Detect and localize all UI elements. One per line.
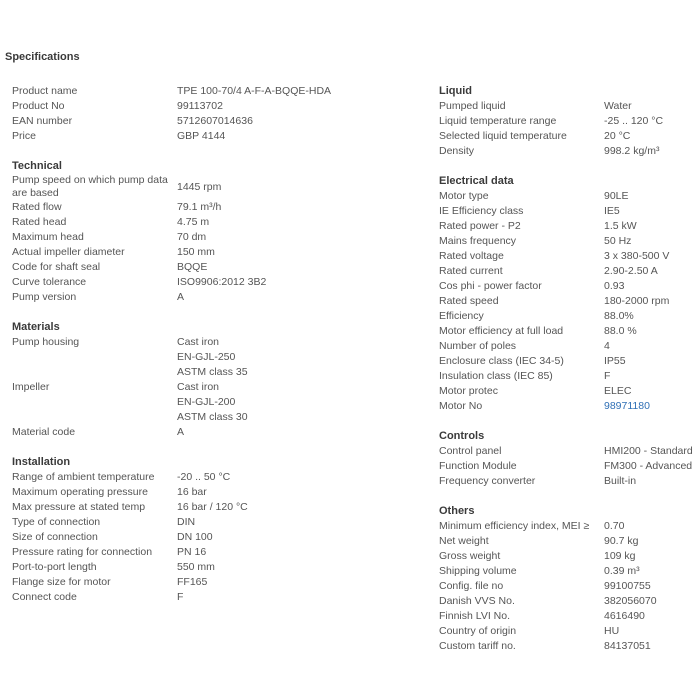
spec-value bbox=[177, 380, 422, 425]
spec-label: Rated current bbox=[439, 265, 503, 277]
section-spacer bbox=[12, 440, 422, 455]
spec-value: FM300 - Advanced bbox=[604, 460, 693, 472]
spec-label: Mains frequency bbox=[439, 235, 517, 247]
spec-row-curve-tolerance bbox=[12, 275, 422, 290]
spec-label: Enclosure class (IEC 34-5) bbox=[439, 355, 564, 367]
spec-value: 90LE bbox=[604, 190, 629, 202]
spec-label: Port-to-port length bbox=[12, 561, 97, 573]
spec-row-pump-speed-on-which-pump-data-are-based bbox=[12, 174, 422, 200]
section-title: Installation bbox=[12, 456, 71, 468]
spec-label: Custom tariff no. bbox=[439, 640, 516, 652]
spec-value: 1445 rpm bbox=[177, 180, 222, 193]
spec-value: 382056070 bbox=[604, 595, 657, 607]
section-spacer bbox=[439, 159, 697, 174]
spec-row-maximum-operating-pressure bbox=[12, 485, 422, 500]
spec-label: Finnish LVI No. bbox=[439, 610, 511, 622]
spec-label: Code for shaft seal bbox=[12, 261, 101, 273]
spec-row-custom-tariff-no bbox=[439, 639, 697, 654]
spec-row-price bbox=[12, 129, 422, 144]
spec-row-port-to-port-length bbox=[12, 560, 422, 575]
motor-no-link[interactable]: 98971180 bbox=[604, 400, 650, 412]
spec-label: Frequency converter bbox=[439, 475, 536, 487]
section-liquid bbox=[439, 84, 697, 159]
section-title: Liquid bbox=[439, 85, 472, 97]
spec-value: 150 mm bbox=[177, 246, 215, 258]
spec-label: Product No bbox=[12, 100, 65, 112]
specs-right-column bbox=[439, 84, 697, 654]
section-title: Materials bbox=[12, 321, 60, 333]
spec-label: Motor No bbox=[439, 400, 483, 412]
spec-label: Size of connection bbox=[12, 531, 98, 543]
spec-value: Water bbox=[604, 100, 632, 112]
spec-value: Built-in bbox=[604, 475, 637, 487]
spec-label: IE Efficiency class bbox=[439, 205, 524, 217]
spec-value: GBP 4144 bbox=[177, 130, 226, 142]
spec-row-net-weight bbox=[439, 534, 697, 549]
spec-label: Number of poles bbox=[439, 340, 517, 352]
spec-row-shipping-volume bbox=[439, 564, 697, 579]
spec-label: Rated power - P2 bbox=[439, 220, 521, 232]
spec-label: Shipping volume bbox=[439, 565, 517, 577]
spec-value: 50 Hz bbox=[604, 235, 632, 247]
spec-row-pump-housing bbox=[12, 335, 422, 380]
spec-value-line: ASTM class 35 bbox=[177, 366, 248, 378]
spec-value: IE5 bbox=[604, 205, 620, 217]
spec-value: TPE 100-70/4 A-F-A-BQQE-HDA bbox=[177, 85, 332, 97]
spec-label: Rated voltage bbox=[439, 250, 504, 262]
spec-row-rated-head bbox=[12, 215, 422, 230]
spec-row-country-of-origin bbox=[439, 624, 697, 639]
spec-label: Pump housing bbox=[12, 336, 80, 348]
spec-row-efficiency bbox=[439, 309, 697, 324]
spec-row-number-of-poles bbox=[439, 339, 697, 354]
spec-row-rated-speed bbox=[439, 294, 697, 309]
spec-value: ELEC bbox=[604, 385, 632, 397]
spec-row-actual-impeller-diameter bbox=[12, 245, 422, 260]
section-technical bbox=[12, 159, 422, 305]
spec-value: 3 x 380-500 V bbox=[604, 250, 670, 262]
spec-value: 4.75 m bbox=[177, 216, 210, 228]
spec-value: 88.0 % bbox=[604, 325, 637, 337]
spec-value: 998.2 kg/m³ bbox=[604, 145, 660, 157]
spec-label: Price bbox=[12, 130, 36, 142]
spec-row-size-of-connection bbox=[12, 530, 422, 545]
spec-row-type-of-connection bbox=[12, 515, 422, 530]
spec-value: A bbox=[177, 291, 185, 303]
spec-label: Material code bbox=[12, 426, 76, 438]
spec-row-mains-frequency bbox=[439, 234, 697, 249]
spec-row-rated-current bbox=[439, 264, 697, 279]
spec-label: Actual impeller diameter bbox=[12, 246, 125, 258]
spec-row-impeller bbox=[12, 380, 422, 425]
spec-row-density bbox=[439, 144, 697, 159]
spec-value: IP55 bbox=[604, 355, 626, 367]
spec-row-rated-voltage bbox=[439, 249, 697, 264]
spec-value: HMI200 - Standard bbox=[604, 445, 693, 457]
spec-row-motor-protec bbox=[439, 384, 697, 399]
spec-label: Type of connection bbox=[12, 516, 101, 528]
section-electrical-data bbox=[439, 174, 697, 414]
spec-label: Density bbox=[439, 145, 475, 157]
spec-label: Connect code bbox=[12, 591, 77, 603]
spec-label: Cos phi - power factor bbox=[439, 280, 542, 292]
spec-row-pressure-rating-for-connection bbox=[12, 545, 422, 560]
spec-value bbox=[177, 335, 422, 380]
spec-value: -25 .. 120 °C bbox=[604, 115, 664, 127]
section-title: Controls bbox=[439, 430, 485, 442]
spec-value: 84137051 bbox=[604, 640, 651, 652]
spec-row-flange-size-for-motor bbox=[12, 575, 422, 590]
page-title: Specifications bbox=[5, 51, 80, 63]
spec-label: Pressure rating for connection bbox=[12, 546, 153, 558]
spec-value: ISO9906:2012 3B2 bbox=[177, 276, 267, 288]
spec-value-line: EN-GJL-250 bbox=[177, 351, 236, 363]
spec-label: Liquid temperature range bbox=[439, 115, 557, 127]
spec-label: Motor type bbox=[439, 190, 489, 202]
spec-label: Product name bbox=[12, 85, 78, 97]
spec-label: Flange size for motor bbox=[12, 576, 111, 588]
spec-row-product-no bbox=[12, 99, 422, 114]
spec-label: Max pressure at stated temp bbox=[12, 501, 146, 513]
spec-value: 180-2000 rpm bbox=[604, 295, 670, 307]
spec-value: DIN bbox=[177, 516, 196, 528]
spec-row-frequency-converter bbox=[439, 474, 697, 489]
spec-row-gross-weight bbox=[439, 549, 697, 564]
spec-row-motor-type bbox=[439, 189, 697, 204]
spec-row-config-file-no bbox=[439, 579, 697, 594]
spec-row-pump-version bbox=[12, 290, 422, 305]
spec-value: 5712607014636 bbox=[177, 115, 253, 127]
section-spacer bbox=[12, 305, 422, 320]
spec-row-insulation-class-iec-85 bbox=[439, 369, 697, 384]
spec-label: Control panel bbox=[439, 445, 502, 457]
spec-label: Rated flow bbox=[12, 201, 62, 213]
spec-value: 70 dm bbox=[177, 231, 207, 243]
spec-label: Config. file no bbox=[439, 580, 504, 592]
section-product bbox=[12, 84, 422, 144]
spec-row-code-for-shaft-seal bbox=[12, 260, 422, 275]
spec-row-selected-liquid-temperature bbox=[439, 129, 697, 144]
spec-value-line: Cast iron bbox=[177, 381, 220, 393]
spec-value: F bbox=[177, 591, 184, 603]
spec-value: 109 kg bbox=[604, 550, 636, 562]
spec-value: 79.1 m³/h bbox=[177, 201, 222, 213]
spec-row-finnish-lvi-no bbox=[439, 609, 697, 624]
spec-label: Range of ambient temperature bbox=[12, 471, 155, 483]
section-others bbox=[439, 504, 697, 654]
spec-value: 20 °C bbox=[604, 130, 631, 142]
spec-label: Impeller bbox=[12, 381, 50, 393]
spec-label: Minimum efficiency index, MEI ≥ bbox=[439, 520, 590, 532]
spec-value: DN 100 bbox=[177, 531, 213, 543]
spec-row-liquid-temperature-range bbox=[439, 114, 697, 129]
spec-value: FF165 bbox=[177, 576, 208, 588]
spec-row-product-name bbox=[12, 84, 422, 99]
spec-label: Efficiency bbox=[439, 310, 484, 322]
spec-value: 99113702 bbox=[177, 100, 223, 112]
spec-value: -20 .. 50 °C bbox=[177, 471, 231, 483]
spec-value: 88.0% bbox=[604, 310, 634, 322]
spec-row-range-of-ambient-temperature bbox=[12, 470, 422, 485]
spec-label: Selected liquid temperature bbox=[439, 130, 567, 142]
section-spacer bbox=[439, 489, 697, 504]
section-controls bbox=[439, 429, 697, 489]
spec-value: 550 mm bbox=[177, 561, 215, 573]
spec-value: 90.7 kg bbox=[604, 535, 639, 547]
spec-label: Motor protec bbox=[439, 385, 498, 397]
spec-row-control-panel bbox=[439, 444, 697, 459]
spec-value-line: Cast iron bbox=[177, 336, 220, 348]
spec-label: Pump speed on which pump data are based bbox=[12, 174, 168, 199]
spec-row-minimum-efficiency-index-mei bbox=[439, 519, 697, 534]
spec-value bbox=[604, 399, 697, 414]
spec-row-max-pressure-at-stated-temp bbox=[12, 500, 422, 515]
spec-row-danish-vvs-no bbox=[439, 594, 697, 609]
spec-row-motor-no bbox=[439, 399, 697, 414]
spec-row-rated-power-p2 bbox=[439, 219, 697, 234]
spec-label: Function Module bbox=[439, 460, 517, 472]
section-title: Others bbox=[439, 505, 475, 517]
spec-label: Motor efficiency at full load bbox=[439, 325, 564, 337]
spec-row-function-module bbox=[439, 459, 697, 474]
spec-label: Gross weight bbox=[439, 550, 501, 562]
spec-value: 4 bbox=[604, 340, 610, 352]
spec-value-line: ASTM class 30 bbox=[177, 411, 248, 423]
section-title: Electrical data bbox=[439, 175, 514, 187]
spec-label: Pumped liquid bbox=[439, 100, 506, 112]
spec-row-cos-phi-power-factor bbox=[439, 279, 697, 294]
section-spacer bbox=[439, 414, 697, 429]
spec-label: Rated head bbox=[12, 216, 67, 228]
section-spacer bbox=[12, 144, 422, 159]
section-installation bbox=[12, 455, 422, 605]
spec-value-line: EN-GJL-200 bbox=[177, 396, 236, 408]
spec-value: 99100755 bbox=[604, 580, 651, 592]
spec-label: Curve tolerance bbox=[12, 276, 87, 288]
spec-label: Pump version bbox=[12, 291, 77, 303]
section-title: Technical bbox=[12, 160, 62, 172]
spec-label: Insulation class (IEC 85) bbox=[439, 370, 553, 382]
spec-label: Rated speed bbox=[439, 295, 499, 307]
spec-row-ean-number bbox=[12, 114, 422, 129]
spec-value: HU bbox=[604, 625, 620, 637]
spec-row-pumped-liquid bbox=[439, 99, 697, 114]
spec-label: Maximum head bbox=[12, 231, 84, 243]
specs-left-column bbox=[12, 84, 422, 605]
spec-row-connect-code bbox=[12, 590, 422, 605]
spec-value: 2.90-2.50 A bbox=[604, 265, 658, 277]
spec-label: EAN number bbox=[12, 115, 73, 127]
spec-row-ie-efficiency-class bbox=[439, 204, 697, 219]
spec-row-maximum-head bbox=[12, 230, 422, 245]
spec-value: BQQE bbox=[177, 261, 208, 273]
spec-row-motor-efficiency-at-full-load bbox=[439, 324, 697, 339]
spec-value: 1.5 kW bbox=[604, 220, 637, 232]
spec-label: Country of origin bbox=[439, 625, 517, 637]
spec-value: 16 bar / 120 °C bbox=[177, 501, 248, 513]
spec-value: 4616490 bbox=[604, 610, 645, 622]
spec-value: PN 16 bbox=[177, 546, 207, 558]
spec-value: 0.93 bbox=[604, 280, 625, 292]
spec-value: 0.39 m³ bbox=[604, 565, 640, 577]
spec-row-material-code bbox=[12, 425, 422, 440]
spec-value: F bbox=[604, 370, 611, 382]
spec-row-enclosure-class-iec-34-5 bbox=[439, 354, 697, 369]
spec-label: Maximum operating pressure bbox=[12, 486, 148, 498]
spec-value: 0.70 bbox=[604, 520, 625, 532]
section-materials bbox=[12, 320, 422, 440]
spec-label: Net weight bbox=[439, 535, 489, 547]
spec-value: 16 bar bbox=[177, 486, 207, 498]
spec-value: A bbox=[177, 426, 185, 438]
spec-row-rated-flow bbox=[12, 200, 422, 215]
spec-label: Danish VVS No. bbox=[439, 595, 515, 607]
